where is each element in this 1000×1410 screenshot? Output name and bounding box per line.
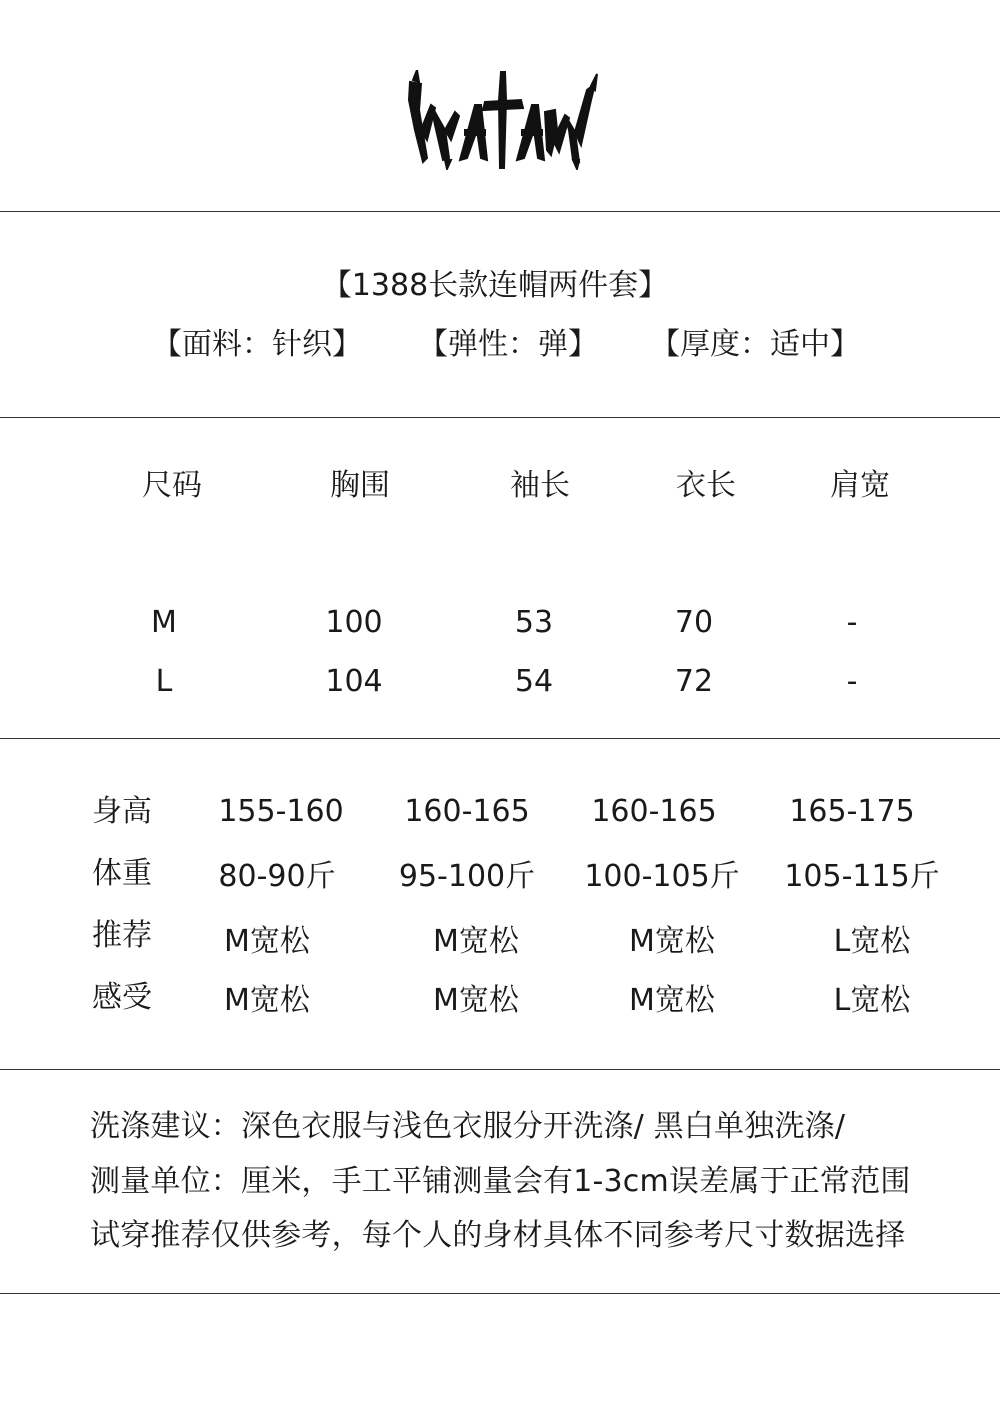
divider <box>0 1293 1000 1294</box>
height-label: 身高 <box>92 794 152 829</box>
weight-value: 80-90斤 <box>218 859 336 894</box>
feel-value: M宽松 <box>433 983 519 1018</box>
divider <box>0 738 1000 739</box>
feel-value: M宽松 <box>224 983 310 1018</box>
note-washing: 洗涤建议：深色衣服与浅色衣服分开洗涤/ 黑白单独洗涤/ <box>90 1109 846 1144</box>
feel-value: L宽松 <box>833 983 911 1018</box>
weight-value: 95-100斤 <box>398 859 536 894</box>
weight-value: 100-105斤 <box>584 859 740 894</box>
attribute-fabric: 【面料：针织】 <box>152 327 362 362</box>
recommend-value: M宽松 <box>224 924 310 959</box>
size-header: 尺码 <box>142 468 202 503</box>
brand-logo <box>405 70 600 170</box>
weight-value: 105-115斤 <box>784 859 940 894</box>
size-cell: L <box>155 664 173 699</box>
size-cell: 53 <box>514 605 554 640</box>
brand-logo-mark <box>405 70 600 170</box>
size-header: 衣长 <box>676 468 736 503</box>
size-cell: 72 <box>674 664 714 699</box>
divider <box>0 417 1000 418</box>
size-cell: - <box>846 605 858 640</box>
attribute-elasticity: 【弹性：弹】 <box>418 327 598 362</box>
height-value: 165-175 <box>789 794 915 829</box>
product-attributes <box>0 325 1000 365</box>
recommend-value: L宽松 <box>833 924 911 959</box>
recommend-value: M宽松 <box>629 924 715 959</box>
size-cell: 104 <box>325 664 383 699</box>
height-value: 160-165 <box>404 794 530 829</box>
size-table <box>0 466 1000 706</box>
size-header: 胸围 <box>330 468 390 503</box>
height-value: 155-160 <box>218 794 344 829</box>
size-cell: 54 <box>514 664 554 699</box>
recommend-label: 推荐 <box>92 918 152 953</box>
feel-label: 感受 <box>92 980 152 1015</box>
size-header: 肩宽 <box>830 468 890 503</box>
attribute-thickness: 【厚度：适中】 <box>650 327 860 362</box>
note-measurement: 测量单位：厘米，手工平铺测量会有1-3cm误差属于正常范围 <box>90 1164 911 1199</box>
product-title: 【1388长款连帽两件套】 <box>321 268 669 303</box>
divider <box>0 211 1000 212</box>
recommend-table <box>0 790 1000 1030</box>
height-value: 160-165 <box>591 794 717 829</box>
recommend-value: M宽松 <box>433 924 519 959</box>
size-cell: 100 <box>325 605 383 640</box>
size-header: 袖长 <box>510 468 570 503</box>
feel-value: M宽松 <box>629 983 715 1018</box>
note-fitting: 试穿推荐仅供参考，每个人的身材具体不同参考尺寸数据选择 <box>90 1218 906 1253</box>
divider <box>0 1069 1000 1070</box>
size-cell: 70 <box>674 605 714 640</box>
size-cell: - <box>846 664 858 699</box>
weight-label: 体重 <box>92 856 152 891</box>
size-cell: M <box>151 605 177 640</box>
